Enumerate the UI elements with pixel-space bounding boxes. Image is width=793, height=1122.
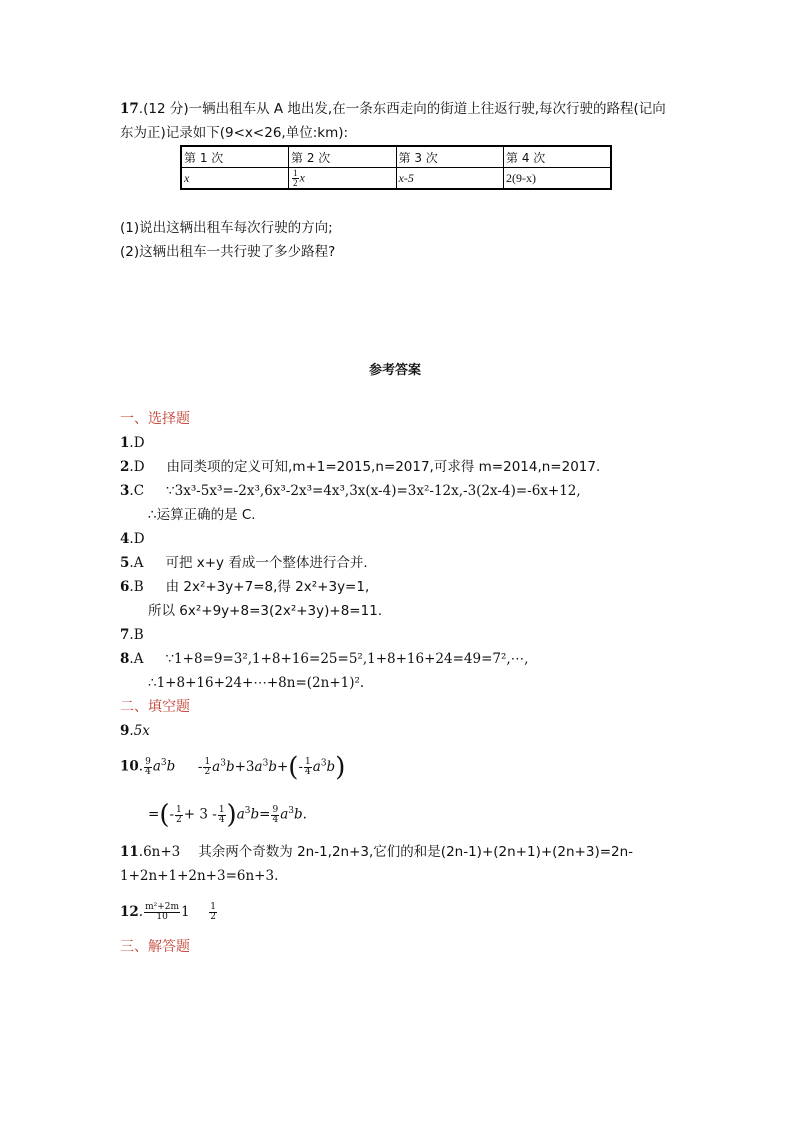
answer-6-continuation: 所以 6x²+9y+8=3(2x²+3y)+8=11.: [148, 603, 383, 619]
table-header-cell: 第 3 次: [396, 146, 504, 168]
answer-7: 7.B: [120, 627, 144, 643]
answer-8-conclusion: ∴1+8+16+24+⋯+8n=(2n+1)².: [148, 675, 365, 691]
table-header-cell: 第 2 次: [289, 146, 397, 168]
table-cell: x: [181, 168, 289, 190]
answer-9: 9.5x: [120, 723, 150, 739]
section-choice: 一、选择题: [120, 411, 190, 427]
answer-1: 1.D: [120, 435, 145, 451]
table-cell: 2(9-x): [504, 168, 612, 190]
answer-10-expression: - $\frac{1}{2}$ $a^3b+3a^3b+(-$ $\frac{1}{4}$ $a^3b$): [197, 752, 346, 782]
answer-12: 12. $\frac{\text{m²+2m}}{10}$ 1 $\frac{1}{2}$: [120, 902, 216, 922]
answer-11-continuation: 1+2n+1+2n+3=6n+3.: [120, 868, 279, 884]
answer-3-conclusion: ∴运算正确的是 C.: [148, 507, 256, 523]
section-fill: 二、填空题: [120, 699, 190, 715]
q17-sub2: (2)这辆出租车一共行驶了多少路程?: [120, 244, 336, 260]
q17-header: [120, 100, 666, 118]
answer-3: 3.C ∵3x³-5x³=-2x³,6x³-2x³=4x³,3x(x-4)=3x²-12x,-3(2x-4)=-6x+12,: [120, 483, 581, 499]
answer-10: 10. $\frac{9}{4}$ $a^3b$ - $\frac{1}{2}$ $a^3b+3a^3b+(-$ $\frac{1}{4}$ $a^3b$): [120, 752, 346, 782]
answers-title: 参考答案: [369, 363, 422, 378]
answer-11: 11.6n+3 其余两个奇数为 2n-1,2n+3,它们的和是(2n-1)+(2n+1)+(2n+3)=2n-: [120, 844, 634, 860]
answer-10-simplified: =(- $\frac{1}{2}$ + 3 - $\frac{1}{4}$ )$a^3b=$ $\frac{9}{4}$ $a^3b$.: [148, 800, 307, 830]
q17-sub1: (1)说出这辆出租车每次行驶的方向;: [120, 220, 333, 236]
record-table: [180, 145, 612, 190]
answer-5: 5.A 可把 x+y 看成一个整体进行合并.: [120, 555, 368, 571]
table-header-cell: 第 1 次: [181, 146, 289, 168]
answer-4: 4.D: [120, 531, 145, 547]
answer-8: 8.A ∵1+8=9=3²,1+8+16=25=5²,1+8+16+24=49=7²,⋯,: [120, 651, 529, 667]
q17-number: 17: [120, 101, 139, 117]
q17-header-text: .(12 分)一辆出租车从 A 地出发,在一条东西走向的街道上往返行驶,每次行驶的路程(记向: [138, 101, 666, 117]
table-cell: $\frac{1}{2}$ x: [289, 168, 397, 190]
table-row: [181, 146, 611, 168]
table-header-cell: 第 4 次: [504, 146, 612, 168]
table-row: [181, 168, 611, 190]
answer-6: 6.B 由 2x²+3y+7=8,得 2x²+3y=1,: [120, 579, 370, 595]
answer-2: 2.D 由同类项的定义可知,m+1=2015,n=2017,可求得 m=2014,n=2017.: [120, 459, 601, 475]
q17-line2: 东为正)记录如下(9<x<26,单位:km):: [120, 125, 349, 141]
table-cell: x-5: [396, 168, 504, 190]
section-solve: 三、解答题: [120, 939, 190, 955]
half-fraction: $\frac{1}{2}$: [293, 167, 298, 188]
